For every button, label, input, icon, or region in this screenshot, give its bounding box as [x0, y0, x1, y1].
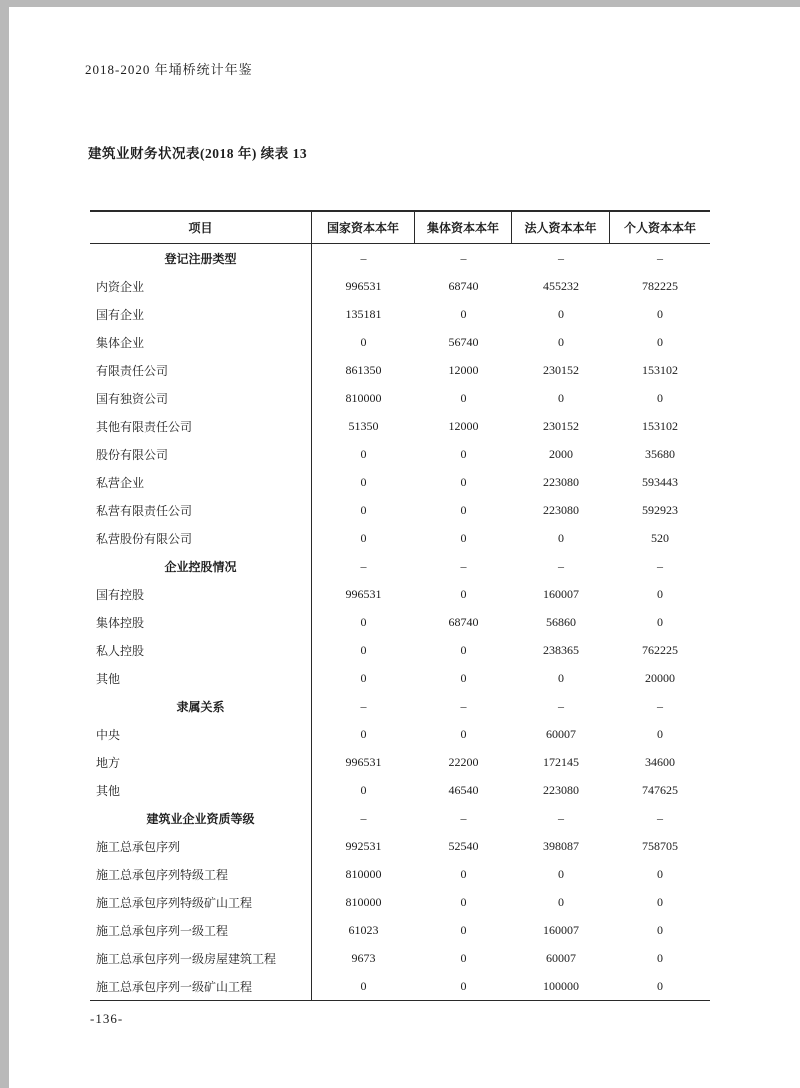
- cell-value: 0: [558, 670, 564, 685]
- page-header: 2018-2020 年埇桥统计年鉴: [85, 62, 253, 77]
- cell-value: 0: [657, 334, 663, 349]
- row-label: 登记注册类型: [90, 244, 312, 272]
- cell-value: 0: [460, 530, 467, 545]
- cell-value: 0: [360, 670, 367, 685]
- row-label: 股份有限公司: [90, 440, 312, 468]
- cell-value: 60007: [546, 950, 576, 965]
- table-row: [90, 664, 710, 692]
- cell-value: 0: [558, 866, 564, 881]
- cell-value: 0: [460, 950, 467, 965]
- cell-value: 810000: [345, 894, 382, 909]
- row-label: 施工总承包序列特级工程: [90, 860, 312, 888]
- cell-value: 0: [360, 614, 367, 629]
- cell-value: 0: [460, 446, 467, 461]
- row-label: 国有企业: [90, 300, 312, 328]
- cell-value: 0: [657, 978, 663, 993]
- cell-value: 238365: [543, 642, 579, 657]
- cell-value: 0: [460, 866, 467, 881]
- row-label: 其他: [90, 776, 312, 804]
- cell-value: –: [460, 558, 467, 573]
- cell-value: 153102: [642, 418, 678, 433]
- table-row: [90, 272, 710, 300]
- table-row: [90, 692, 710, 720]
- row-label: 有限责任公司: [90, 356, 312, 384]
- cell-value: –: [558, 250, 564, 265]
- cell-value: 61023: [348, 922, 379, 937]
- cell-value: 0: [360, 502, 367, 517]
- cell-value: 0: [460, 670, 467, 685]
- table-row: [90, 916, 710, 944]
- table-row: [90, 804, 710, 832]
- column-header: 项目: [90, 212, 312, 243]
- cell-value: 0: [360, 642, 367, 657]
- row-label: 施工总承包序列特级矿山工程: [90, 888, 312, 916]
- row-label: 私营企业: [90, 468, 312, 496]
- table-title: 建筑业财务状况表(2018 年) 续表 13: [88, 146, 308, 161]
- row-label: 企业控股情况: [90, 552, 312, 580]
- cell-value: 0: [460, 586, 467, 601]
- cell-value: 0: [460, 390, 467, 405]
- cell-value: 34600: [645, 754, 675, 769]
- row-label: 其他有限责任公司: [90, 412, 312, 440]
- table-row: [90, 552, 710, 580]
- cell-value: 810000: [345, 390, 382, 405]
- column-header: 法人资本本年: [512, 212, 610, 243]
- cell-value: 46540: [448, 782, 479, 797]
- table-row: [90, 776, 710, 804]
- data-table: [90, 210, 710, 1001]
- cell-value: 60007: [546, 726, 576, 741]
- table-header-row: [90, 212, 710, 244]
- table-row: [90, 384, 710, 412]
- cell-value: 0: [460, 306, 467, 321]
- cell-value: 68740: [448, 614, 479, 629]
- cell-value: –: [657, 810, 663, 825]
- row-label: 集体企业: [90, 328, 312, 356]
- row-label: 施工总承包序列一级工程: [90, 916, 312, 944]
- cell-value: 747625: [642, 782, 678, 797]
- cell-value: 2000: [549, 446, 573, 461]
- row-label: 国有控股: [90, 580, 312, 608]
- cell-value: –: [558, 810, 564, 825]
- cell-value: 0: [657, 390, 663, 405]
- cell-value: 100000: [543, 978, 579, 993]
- cell-value: 592923: [642, 502, 678, 517]
- cell-value: 0: [460, 922, 467, 937]
- row-label: 其他: [90, 664, 312, 692]
- table-row: [90, 888, 710, 916]
- table-row: [90, 636, 710, 664]
- cell-value: 0: [460, 726, 467, 741]
- cell-value: 51350: [348, 418, 379, 433]
- cell-value: 520: [651, 530, 669, 545]
- cell-value: 0: [360, 726, 367, 741]
- cell-value: –: [360, 698, 367, 713]
- table-body: [90, 244, 710, 1000]
- cell-value: –: [460, 810, 467, 825]
- row-label: 私营有限责任公司: [90, 496, 312, 524]
- cell-value: 160007: [543, 922, 579, 937]
- row-label: 私营股份有限公司: [90, 524, 312, 552]
- table-row: [90, 580, 710, 608]
- table-row: [90, 524, 710, 552]
- table-row: [90, 468, 710, 496]
- cell-value: 0: [657, 922, 663, 937]
- cell-value: 0: [460, 894, 467, 909]
- cell-value: 20000: [645, 670, 675, 685]
- column-header: 国家资本本年: [312, 212, 415, 243]
- cell-value: –: [360, 558, 367, 573]
- row-label: 内资企业: [90, 272, 312, 300]
- cell-value: 455232: [543, 278, 579, 293]
- table-row: [90, 244, 710, 272]
- cell-value: 810000: [345, 866, 382, 881]
- table-row: [90, 608, 710, 636]
- table-row: [90, 720, 710, 748]
- cell-value: –: [460, 250, 467, 265]
- cell-value: 398087: [543, 838, 579, 853]
- table-row: [90, 860, 710, 888]
- cell-value: 12000: [448, 418, 479, 433]
- column-header: 集体资本本年: [415, 212, 512, 243]
- cell-value: 0: [657, 614, 663, 629]
- cell-value: –: [360, 810, 367, 825]
- cell-value: 0: [360, 530, 367, 545]
- cell-value: 782225: [642, 278, 678, 293]
- table-row: [90, 944, 710, 972]
- cell-value: 0: [657, 726, 663, 741]
- cell-value: 0: [558, 894, 564, 909]
- cell-value: 9673: [351, 950, 376, 965]
- cell-value: 172145: [543, 754, 579, 769]
- cell-value: 56860: [546, 614, 576, 629]
- row-label: 隶属关系: [90, 692, 312, 720]
- cell-value: 22200: [448, 754, 479, 769]
- cell-value: 0: [657, 866, 663, 881]
- cell-value: 0: [360, 782, 367, 797]
- row-label: 地方: [90, 748, 312, 776]
- cell-value: –: [558, 698, 564, 713]
- cell-value: 0: [460, 502, 467, 517]
- cell-value: –: [657, 698, 663, 713]
- document-page: [9, 7, 800, 1088]
- cell-value: 223080: [543, 502, 579, 517]
- cell-value: 0: [460, 642, 467, 657]
- table-row: [90, 412, 710, 440]
- cell-value: 52540: [448, 838, 479, 853]
- cell-value: 0: [558, 334, 564, 349]
- row-label: 国有独资公司: [90, 384, 312, 412]
- cell-value: 758705: [642, 838, 678, 853]
- table-row: [90, 496, 710, 524]
- cell-value: –: [657, 558, 663, 573]
- cell-value: 35680: [645, 446, 675, 461]
- cell-value: 0: [460, 978, 467, 993]
- cell-value: 0: [558, 306, 564, 321]
- cell-value: 861350: [345, 362, 382, 377]
- row-label: 施工总承包序列: [90, 832, 312, 860]
- cell-value: –: [558, 558, 564, 573]
- cell-value: 996531: [345, 278, 382, 293]
- row-label: 施工总承包序列一级矿山工程: [90, 972, 312, 1000]
- table-row: [90, 832, 710, 860]
- table-row: [90, 328, 710, 356]
- cell-value: 992531: [345, 838, 382, 853]
- row-label: 建筑业企业资质等级: [90, 804, 312, 832]
- row-label: 中央: [90, 720, 312, 748]
- cell-value: 0: [657, 950, 663, 965]
- cell-value: 0: [558, 390, 564, 405]
- cell-value: 160007: [543, 586, 579, 601]
- table-row: [90, 440, 710, 468]
- cell-value: 223080: [543, 474, 579, 489]
- cell-value: 593443: [642, 474, 678, 489]
- cell-value: 996531: [345, 754, 382, 769]
- cell-value: 996531: [345, 586, 382, 601]
- cell-value: 0: [657, 306, 663, 321]
- table-row: [90, 972, 710, 1000]
- cell-value: 230152: [543, 418, 579, 433]
- table-row: [90, 356, 710, 384]
- cell-value: 153102: [642, 362, 678, 377]
- cell-value: 230152: [543, 362, 579, 377]
- cell-value: –: [460, 698, 467, 713]
- cell-value: 12000: [448, 362, 479, 377]
- cell-value: 0: [360, 334, 367, 349]
- cell-value: 135181: [345, 306, 382, 321]
- page-number: -136-: [90, 1011, 124, 1026]
- cell-value: 0: [657, 586, 663, 601]
- row-label: 集体控股: [90, 608, 312, 636]
- cell-value: 0: [360, 474, 367, 489]
- cell-value: 0: [460, 474, 467, 489]
- row-label: 私人控股: [90, 636, 312, 664]
- cell-value: 0: [360, 446, 367, 461]
- cell-value: 0: [558, 530, 564, 545]
- cell-value: 0: [360, 978, 367, 993]
- cell-value: 762225: [642, 642, 678, 657]
- table-row: [90, 300, 710, 328]
- table-row: [90, 748, 710, 776]
- cell-value: 68740: [448, 278, 479, 293]
- cell-value: 0: [657, 894, 663, 909]
- cell-value: 223080: [543, 782, 579, 797]
- row-label: 施工总承包序列一级房屋建筑工程: [90, 944, 312, 972]
- column-header: 个人资本本年: [623, 221, 696, 235]
- cell-value: 56740: [448, 334, 479, 349]
- cell-value: –: [360, 250, 367, 265]
- cell-value: –: [657, 250, 663, 265]
